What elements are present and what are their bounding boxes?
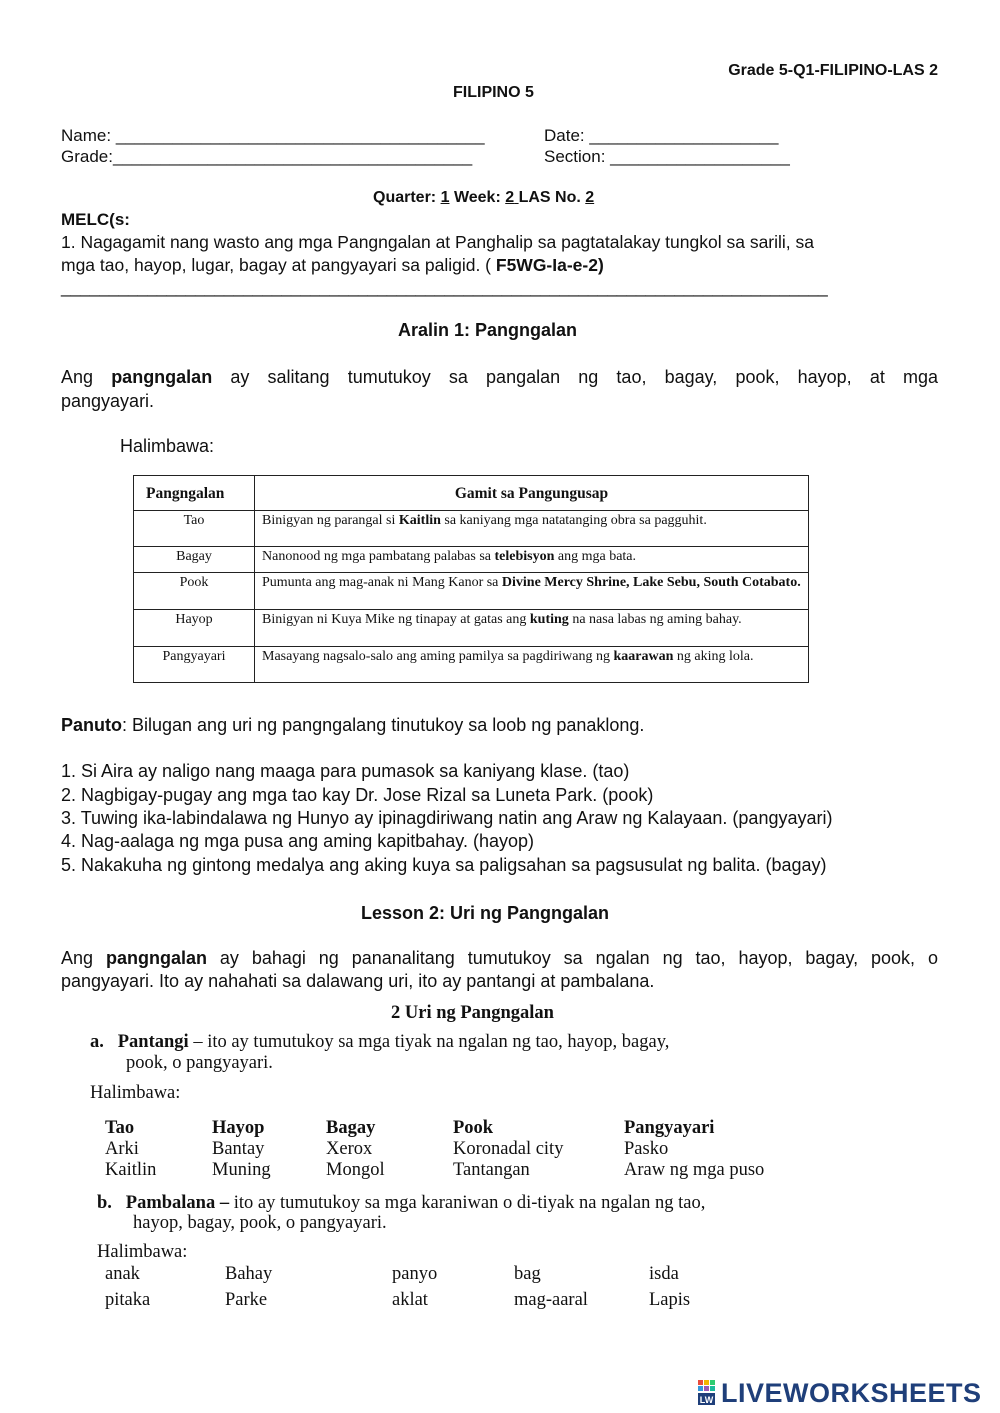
table-header-row: [134, 476, 809, 511]
example-table: [133, 475, 809, 683]
panuto-item-4[interactable]: 4. Nag-aalaga ng mga pusa ang aming kapitbahay. (hayop): [61, 831, 534, 851]
table-row: [134, 610, 809, 647]
section-field[interactable]: [544, 147, 790, 167]
date-line[interactable]: ____________________: [589, 126, 779, 145]
pambalana-examples: [105, 1264, 805, 1314]
pambalana-example: aklat: [392, 1290, 428, 1310]
table-cell-type: Hayop: [134, 610, 255, 647]
pambalana-example: mag-aaral: [514, 1290, 588, 1310]
table-cell-sentence: Binigyan ni Kuya Mike ng tinapay at gatas ang kuting na nasa labas ng aming bahay.: [255, 610, 809, 647]
quarter-label: Quarter:: [373, 189, 437, 206]
name-label: Name:: [61, 126, 112, 145]
lesson1-example-label: Halimbawa:: [120, 436, 215, 456]
name-line[interactable]: _______________________________________: [115, 126, 485, 145]
pantangi-header-hayop: Hayop: [212, 1118, 265, 1138]
lesson2-title: Lesson 2: Uri ng Pangngalan: [361, 903, 610, 923]
melc-rule: ________________________________________________________________________________: [61, 277, 828, 297]
pantangi-header-tao: Tao: [105, 1118, 135, 1138]
las-label: LAS No.: [518, 189, 581, 206]
document-subject: FILIPINO 5: [453, 84, 534, 101]
pantangi-header-pangyayari: Pangyayari: [624, 1118, 715, 1138]
quarter-value: 1: [440, 189, 450, 206]
pambalana-example: bag: [514, 1264, 541, 1284]
melc-code: F5WG-Ia-e-2): [495, 255, 604, 275]
table-cell-type: Pangyayari: [134, 647, 255, 683]
lesson1-def-rest: ay salitang tumutukoy sa pangalan ng tao, bagay, pook, hayop, at mga: [230, 367, 938, 387]
panuto-item-1[interactable]: 1. Si Aira ay naligo nang maaga para pumasok sa kaniyang klase. (tao): [61, 761, 630, 781]
panuto-instruction: [61, 715, 644, 736]
liveworksheets-logo: [697, 1378, 982, 1408]
pantangi-example: Arki: [105, 1139, 139, 1159]
table-cell-type: Pook: [134, 573, 255, 610]
pambalana-example: panyo: [392, 1264, 438, 1284]
grade-label: Grade:: [61, 147, 113, 166]
grade-line[interactable]: ______________________________________: [112, 147, 473, 166]
melc-text: mga tao, hayop, lugar, bagay at pangyayari sa paligid. (: [61, 255, 491, 275]
pantangi-example: Muning: [212, 1160, 271, 1180]
pantangi-example: Bantay: [212, 1139, 265, 1159]
lesson2-def-term: pangngalan: [105, 948, 207, 968]
liveworksheets-logo-text: LIVEWORKSHEETS: [721, 1377, 982, 1408]
name-field[interactable]: [61, 126, 485, 146]
melc-line-2: [61, 255, 604, 276]
section-label: Section:: [544, 147, 606, 166]
logo-letters: LW: [699, 1395, 714, 1405]
table-cell-type: Bagay: [134, 547, 255, 573]
panuto-label: Panuto: [61, 715, 122, 735]
table-header-gamit: Gamit sa Pangungusap: [255, 476, 809, 511]
pambalana-definition-2: hayop, bagay, pook, o pangyayari.: [133, 1213, 387, 1233]
panuto-item-2[interactable]: 2. Nagbigay-pugay ang mga tao kay Dr. Jose Rizal sa Luneta Park. (pook): [61, 785, 654, 805]
types-title: 2 Uri ng Pangngalan: [391, 1003, 554, 1023]
pantangi-term: Pantangi: [117, 1032, 189, 1052]
section-line[interactable]: ___________________: [610, 147, 790, 166]
lesson2-definition-line1: [61, 948, 938, 969]
pambalana-example: Bahay: [225, 1264, 273, 1284]
pambalana-example: isda: [649, 1264, 679, 1284]
pantangi-example: Xerox: [326, 1139, 373, 1159]
panuto-item-5[interactable]: 5. Nakakuha ng gintong medalya ang aking kuya sa paligsahan sa pagsusulat ng balita. (bagay): [61, 855, 827, 875]
lesson1-definition-line1: [61, 367, 938, 388]
pantangi-example: Pasko: [624, 1139, 669, 1159]
melc-heading: MELC(s:: [61, 210, 130, 229]
pambalana-example: pitaka: [105, 1290, 151, 1310]
table-cell-sentence: Binigyan ng parangal si Kaitlin sa kaniyang mga natatanging obra sa pagguhit.: [255, 511, 809, 547]
lesson2-def-pre: Ang: [61, 948, 94, 968]
grade-field[interactable]: [61, 147, 472, 167]
las-value: 2: [585, 189, 595, 206]
pantangi-marker: a.: [90, 1032, 104, 1052]
table-row: [134, 573, 809, 610]
pantangi-example: Kaitlin: [105, 1160, 157, 1180]
lesson2-definition-line2: pangyayari. Ito ay nahahati sa dalawang uri, ito ay pantangi at pambalana.: [61, 971, 655, 991]
date-label: Date:: [544, 126, 585, 145]
pantangi-example: Araw ng mga puso: [624, 1160, 765, 1180]
pantangi-example-label: Halimbawa:: [90, 1083, 181, 1103]
week-label: Week:: [453, 189, 501, 206]
document-code: Grade 5-Q1-FILIPINO-LAS 2: [728, 62, 938, 79]
panuto-item-3[interactable]: 3. Tuwing ika-labindalawa ng Hunyo ay ipinagdiriwang natin ang Araw ng Kalayaan. (pangyayari): [61, 808, 833, 828]
liveworksheets-logo-icon: [697, 1379, 719, 1407]
quarter-line: [373, 189, 594, 207]
pambalana-text-1: ito ay tumutukoy sa mga karaniwan o di-tiyak na ngalan ng tao,: [229, 1193, 706, 1213]
lesson1-def-term: pangngalan: [111, 367, 213, 387]
pantangi-example: Tantangan: [453, 1160, 530, 1180]
table-header-pangngalan: Pangngalan: [134, 476, 255, 511]
table-row: [134, 547, 809, 573]
pambalana-definition: [97, 1192, 705, 1214]
table-cell-sentence: Masayang nagsalo-salo ang aming pamilya sa pagdiriwang ng kaarawan ng aking lola.: [255, 647, 809, 683]
pantangi-examples: [105, 1118, 805, 1184]
pambalana-term: Pambalana –: [125, 1193, 230, 1213]
pambalana-example: Lapis: [649, 1290, 691, 1310]
pantangi-text-1: – ito ay tumutukoy sa mga tiyak na ngalan ng tao, hayop, bagay,: [188, 1032, 670, 1052]
melc-line-1: 1. Nagagamit nang wasto ang mga Pangngalan at Panghalip sa pagtatalakay tungkol sa sarili, sa: [61, 232, 814, 252]
table-cell-type: Tao: [134, 511, 255, 547]
pantangi-definition-2: pook, o pangyayari.: [126, 1053, 273, 1073]
pambalana-example: anak: [105, 1264, 140, 1284]
pambalana-marker: b.: [97, 1193, 112, 1213]
lesson1-definition-line2: pangyayari.: [61, 391, 155, 411]
table-row: [134, 511, 809, 547]
pantangi-header-bagay: Bagay: [326, 1118, 376, 1138]
table-cell-sentence: Pumunta ang mag-anak ni Mang Kanor sa Divine Mercy Shrine, Lake Sebu, South Cotabato.: [255, 573, 809, 610]
panuto-text: : Bilugan ang uri ng pangngalang tinutukoy sa loob ng panaklong.: [122, 715, 645, 735]
lesson1-title: Aralin 1: Pangngalan: [398, 320, 578, 340]
pantangi-example: Koronadal city: [453, 1139, 564, 1159]
table-cell-sentence: Nanonood ng mga pambatang palabas sa telebisyon ang mga bata.: [255, 547, 809, 573]
pambalana-example-label: Halimbawa:: [97, 1242, 188, 1262]
pantangi-example: Mongol: [326, 1160, 385, 1180]
date-field[interactable]: [544, 126, 778, 146]
lesson1-def-pre: Ang: [61, 367, 94, 387]
pambalana-example: Parke: [225, 1290, 268, 1310]
week-value: 2: [505, 189, 515, 206]
pantangi-definition: [90, 1031, 669, 1053]
lesson2-def-rest: ay bahagi ng pananalitang tumutukoy sa ngalan ng tao, hayop, bagay, pook, o: [219, 948, 938, 968]
table-row: [134, 647, 809, 683]
pantangi-header-pook: Pook: [453, 1118, 494, 1138]
